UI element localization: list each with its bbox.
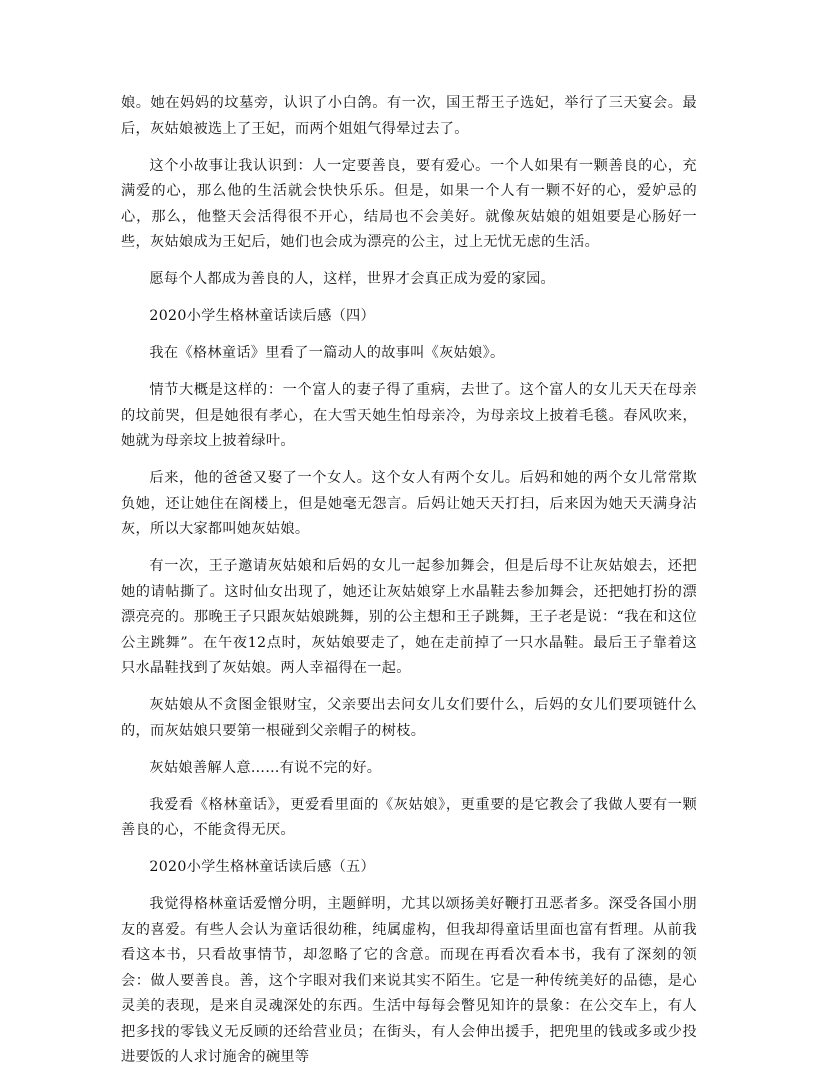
section-heading-5: 2020小学生格林童话读后感（五） bbox=[149, 859, 376, 875]
section-heading-4: 2020小学生格林童话读后感（四） bbox=[149, 308, 376, 324]
paragraph-13: 我觉得格林童话爱憎分明，主题鲜明，尤其以颂扬美好鞭打丑恶者多。深受各国小朋友的喜爱。有些人会认为童话很幼稚，纯属虚构，但我却得童话里面也富有哲理。从前我看这本书，只看故事情节，却忽略了它的含意。而现在再看次看本书，我有了深刻的领会：做人要善良。善，这个字眼对我们来说其实不陌生。它是一种传统美好的品德，是心灵美的表现，是来自灵魂深处的东西。生活中每每会瞥见知许的景象：在公交车上，有人把多找的零钱义无反顾的还给营业员；在街头，有人会伸出援手，把兜里的钱或多或少投进要饭的人求讨施舍的碗里等 bbox=[121, 896, 697, 1065]
paragraph-10: 灰姑娘善解人意……有说不完的好。 bbox=[149, 759, 382, 776]
paragraph-6: 情节大概是这样的：一个富人的妻子得了重病，去世了。这个富人的女儿天天在母亲的坟前哭，但是她很有孝心，在大雪天她生怕母亲冷，为母亲坟上披着毛毯。春风吹来，她就为母亲坟上披着绿叶。 bbox=[121, 382, 697, 449]
paragraph-11: 我爱看《格林童话》，更爱看里面的《灰姑娘》，更重要的是它教会了我做人要有一颗善良的心，不能贪得无厌。 bbox=[121, 796, 697, 838]
paragraph-9: 灰姑娘从不贪图金银财宝，父亲要出去问女儿女们要什么，后妈的女儿们要项链什么的，而灰姑娘只要第一根碰到父亲帽子的树枝。 bbox=[121, 697, 697, 739]
document-page bbox=[121, 91, 697, 1082]
paragraph-3: 愿每个人都成为善良的人，这样，世界才会真正成为爱的家园。 bbox=[149, 271, 556, 287]
paragraph-5: 我在《格林童话》里看了一篇动人的故事叫《灰姑娘》。 bbox=[149, 345, 505, 361]
paragraph-8: 有一次，王子邀请灰姑娘和后妈的女儿一起参加舞会，但是后母不让灰姑娘去，还把她的请帖撕了。这时仙女出现了，她还让灰姑娘穿上水晶鞋去参加舞会，还把她打扮的漂漂亮亮的。那晚王子只跟灰姑娘跳舞，别的公主想和王子跳舞，王子老是说：“我在和这位公主跳舞”。在午夜12点时，灰姑娘要走了，她在走前掉了一只水晶鞋。最后王子靠着这只水晶鞋找到了灰姑娘。两人幸福得在一起。 bbox=[121, 558, 697, 676]
paragraph-7: 后来，他的爸爸又娶了一个女人。这个女人有两个女儿。后妈和她的两个女儿常常欺负她，还让她住在阁楼上，但是她毫无怨言。后妈让她天天打扫，后来因为她天天满身沾灰，所以大家都叫她灰姑娘。 bbox=[121, 470, 697, 537]
paragraph-2: 这个小故事让我认识到：人一定要善良，要有爱心。一个人如果有一颗善良的心，充满爱的心，那么他的生活就会快快乐乐。但是，如果一个人有一颗不好的心，爱妒忌的心，那么，他整天会活得很不开心，结局也不会美好。就像灰姑娘的姐姐要是心肠好一些，灰姑娘成为王妃后，她们也会成为漂亮的公主，过上无忧无虑的生活。 bbox=[121, 157, 697, 250]
paragraph-1: 娘。她在妈妈的坟墓旁，认识了小白鸽。有一次，国王帮王子选妃，举行了三天宴会。最后，灰姑娘被选上了王妃，而两个姐姐气得晕过去了。 bbox=[121, 95, 697, 137]
